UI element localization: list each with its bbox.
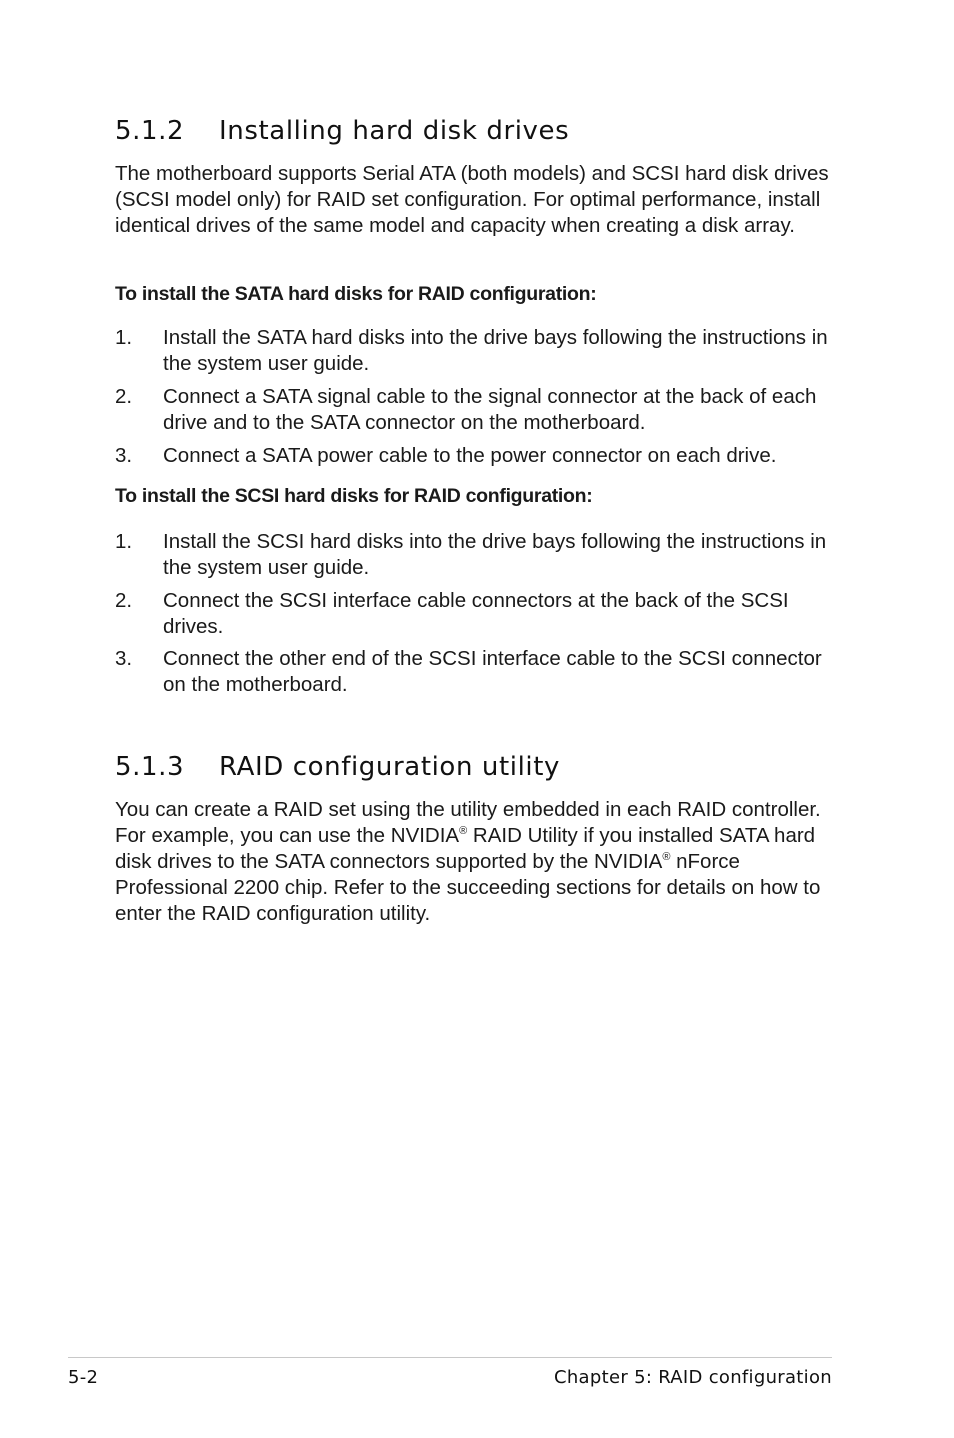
section-title: RAID configuration utility (219, 752, 561, 782)
section-number: 5.1.2 (115, 116, 185, 146)
registered-mark: ® (459, 825, 468, 837)
raid-utility-paragraph (115, 797, 840, 927)
step-text: Connect the other end of the SCSI interface cable to the SCSI connector on the motherboard. (163, 647, 822, 696)
body-text-part-3: nForce Professional 2200 chip. Refer to the succeeding sections for details on how to enter the RAID configuration utility. (115, 850, 821, 925)
footer-divider (68, 1357, 832, 1358)
step-text: Connect a SATA signal cable to the signal connector at the back of each drive and to the SATA connector on the motherboard. (163, 385, 817, 434)
step-text: Connect the SCSI interface cable connectors at the back of the SCSI drives. (163, 589, 789, 638)
step-text: Install the SCSI hard disks into the drive bays following the instructions in the system user guide. (163, 530, 827, 579)
body-text-part-1: You can create a RAID set using the utility embedded in each RAID controller. For example, you can use the NVIDIA (115, 798, 821, 847)
body-text-part-2: RAID Utility if you installed SATA hard disk drives to the SATA connectors supported by the NVIDIA (115, 824, 816, 873)
section-heading-installing-drives (115, 116, 569, 146)
chapter-title: Chapter 5: RAID configuration (553, 1367, 832, 1388)
scsi-install-heading: To install the SCSI hard disks for RAID configuration: (115, 485, 593, 507)
section-heading-raid-utility (115, 752, 560, 782)
page-number: 5-2 (68, 1367, 99, 1388)
intro-paragraph: The motherboard supports Serial ATA (both models) and SCSI hard disk drives (SCSI model only) for RAID set configuration. For optimal performance, install identical drives of the same model and capacity when creating a disk array. (115, 162, 829, 237)
step-text: Install the SATA hard disks into the drive bays following the instructions in the system user guide. (163, 326, 828, 375)
registered-mark: ® (662, 851, 671, 863)
section-title: Installing hard disk drives (219, 116, 570, 146)
step-number: 2. (115, 589, 133, 612)
step-number: 3. (115, 444, 133, 467)
step-number: 2. (115, 385, 133, 408)
step-number: 1. (115, 326, 133, 349)
sata-install-heading: To install the SATA hard disks for RAID configuration: (115, 283, 597, 305)
section-number: 5.1.3 (115, 752, 185, 782)
step-number: 3. (115, 647, 133, 670)
step-text: Connect a SATA power cable to the power connector on each drive. (163, 444, 777, 467)
step-number: 1. (115, 530, 133, 553)
